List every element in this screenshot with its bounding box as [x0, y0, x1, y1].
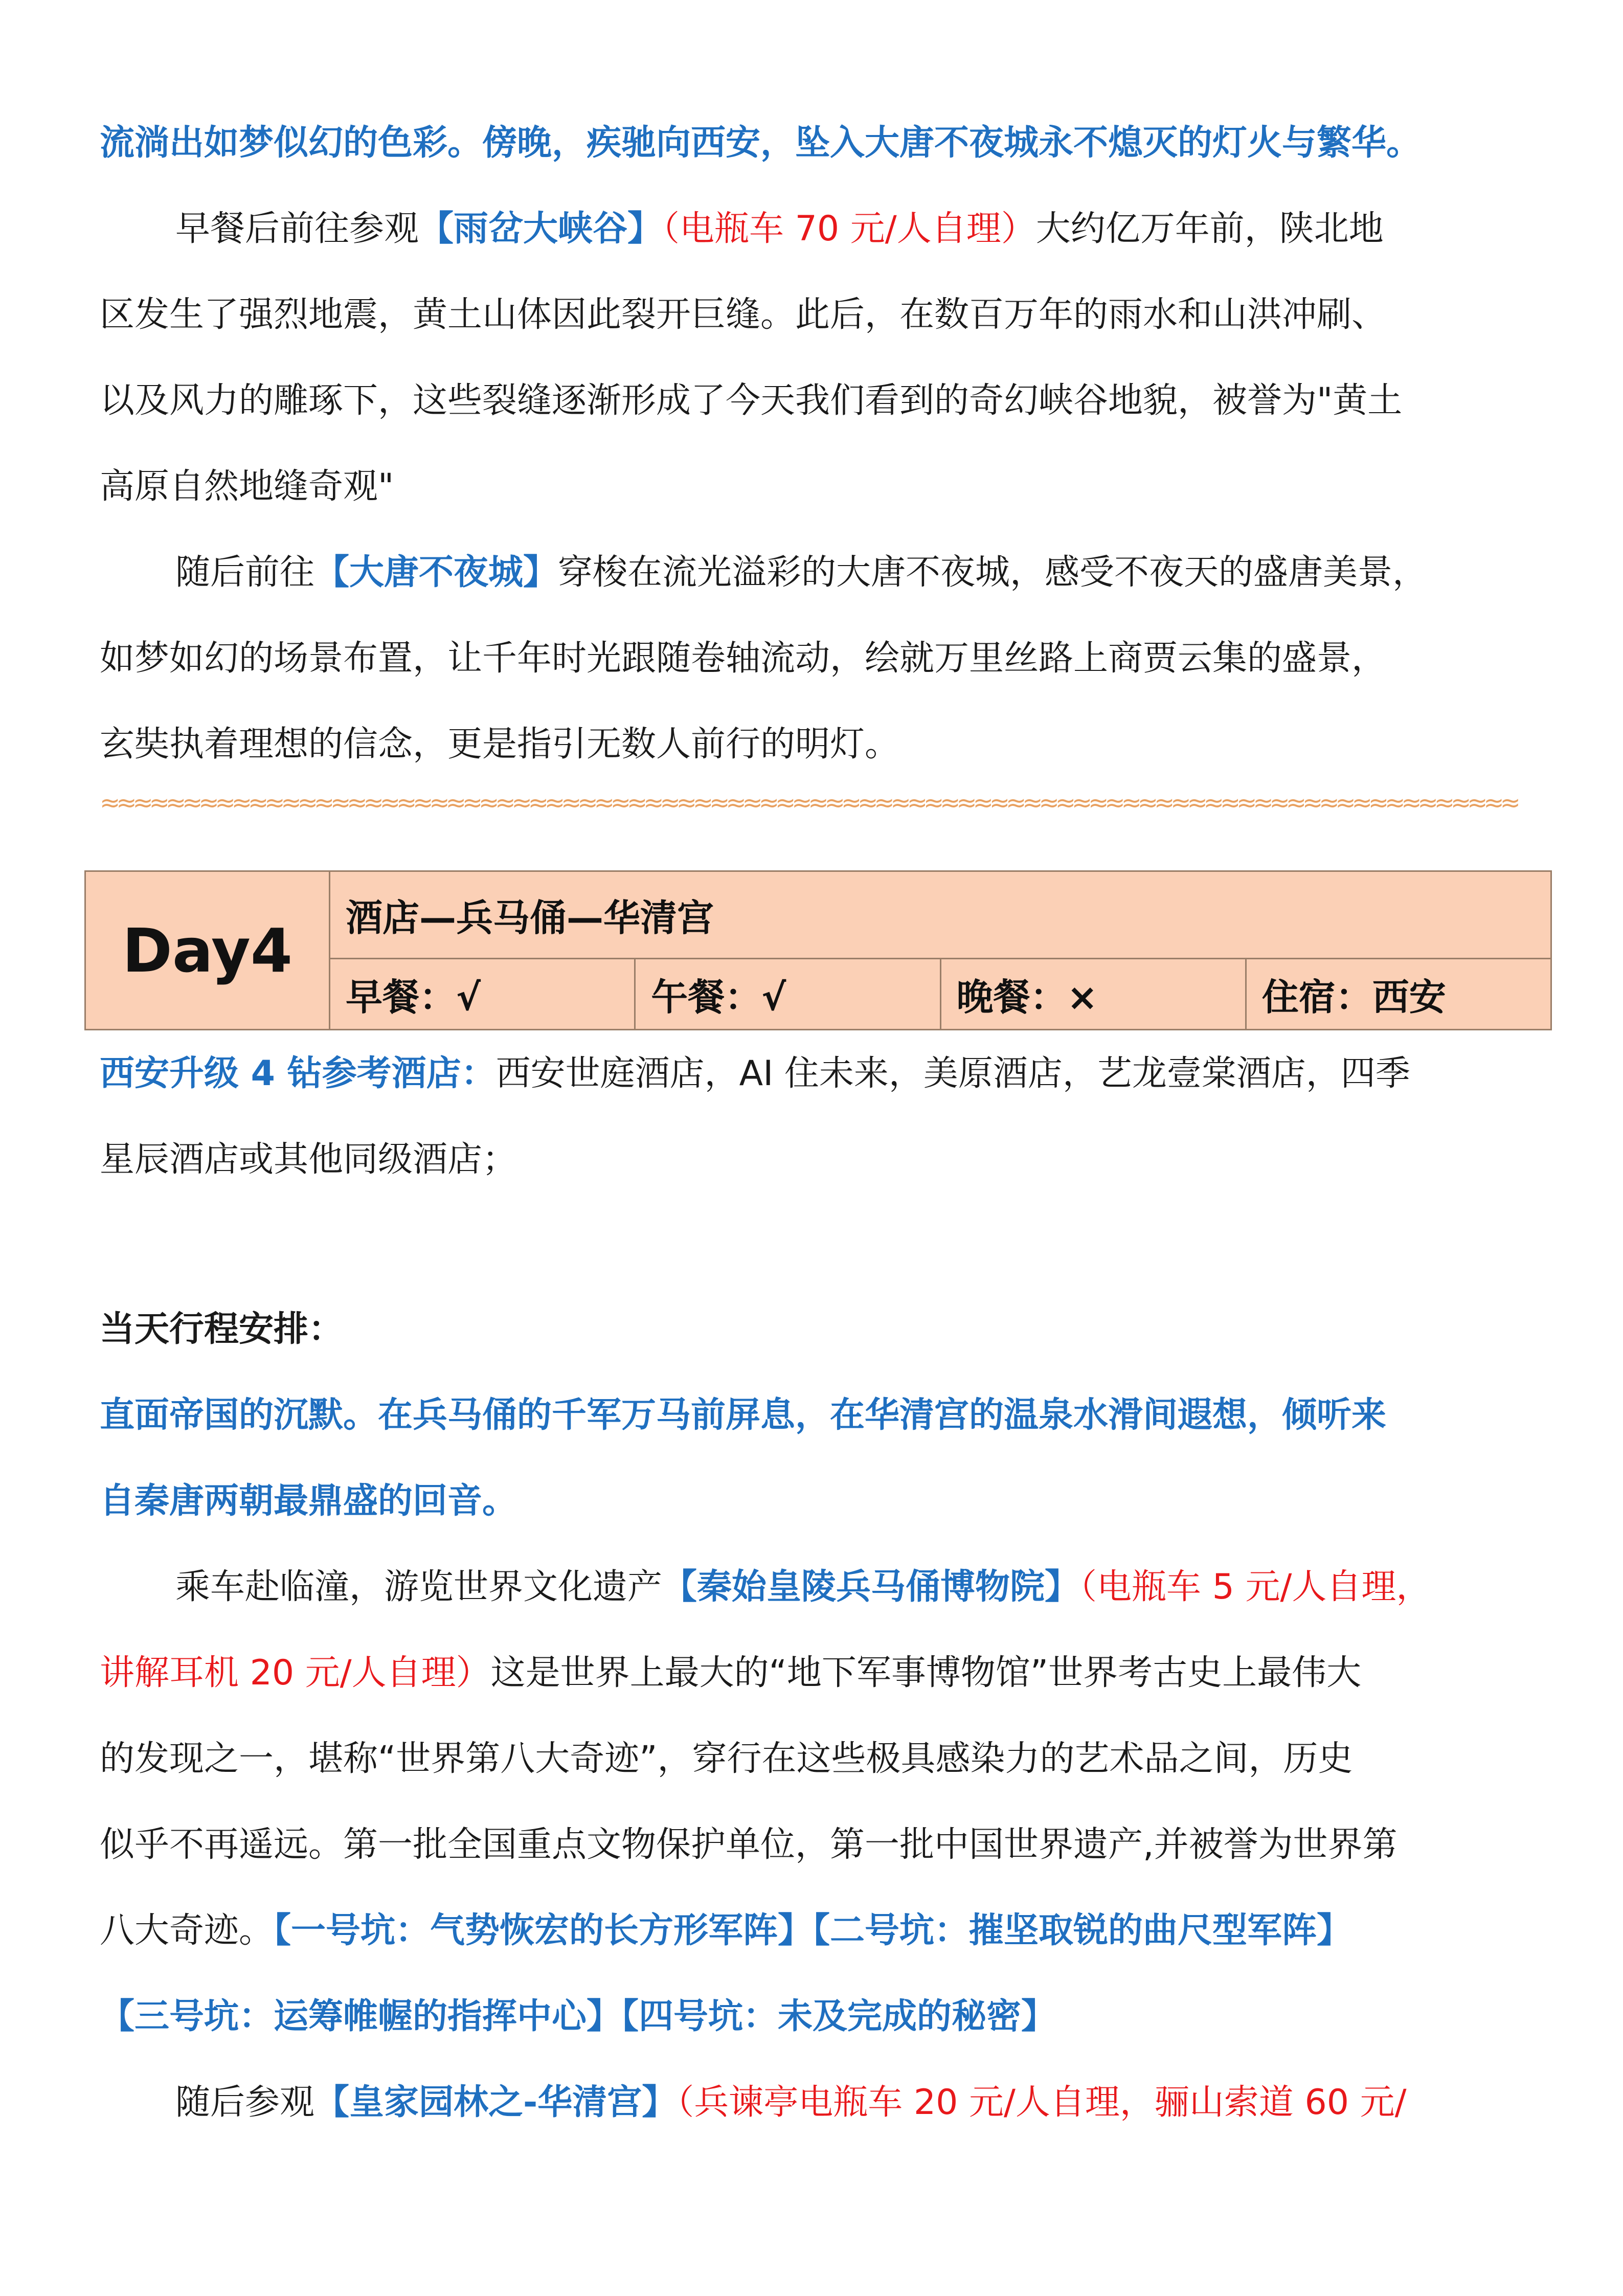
hotel-section	[100, 1031, 1537, 1203]
hqg-name: 【皇家园林之-华清宫】	[314, 2082, 677, 2123]
schedule-section	[100, 1287, 1537, 1544]
datang-post: 穿梭在流光溢彩的大唐不夜城，感受不夜天的盛唐美景，	[558, 552, 1428, 593]
bmy-pre: 乘车赴临潼，游览世界文化遗产	[175, 1567, 663, 1607]
schedule-slogan-2: 自秦唐两朝最鼎盛的回音。	[100, 1481, 517, 1521]
pit-2: 【二号坑：摧坚取锐的曲尺型军阵】	[813, 1910, 1352, 1951]
bmy-fee-1: （电瓶车 5 元/人自理，	[1079, 1567, 1431, 1607]
day-route: 酒店—兵马俑—华清宫	[330, 871, 1551, 959]
yudai-line-3: 以及风力的雕琢下，这些裂缝逐渐形成了今天我们看到的奇幻峡谷地貌，被誉为"黄土	[100, 380, 1403, 421]
day-label: Day4	[85, 871, 330, 1030]
breakfast-cell: 早餐：√	[330, 959, 635, 1030]
pit-1: 【一号坑：气势恢宏的长方形军阵】	[274, 1910, 813, 1951]
schedule-heading: 当天行程安排：	[100, 1309, 344, 1349]
hotel-line-1	[100, 1031, 1537, 1117]
bmy-pre-5: 八大奇迹。	[100, 1910, 274, 1951]
intro-line: 流淌出如梦似幻的色彩。傍晚，疾驰向西安，坠入大唐不夜城永不熄灭的灯火与繁华。	[100, 123, 1422, 163]
bmy-post: 这是世界上最大的“地下军事博物馆”世界考古史上最伟大	[490, 1653, 1362, 1693]
pit-4: 【四号坑：未及完成的秘密】	[621, 1996, 1056, 2037]
datang-pre: 随后前往	[175, 552, 315, 593]
hotel-line-2: 星辰酒店或其他同级酒店；	[100, 1139, 517, 1180]
hotel-list: 西安世庭酒店，AI 住未来，美原酒店，艺龙壹棠酒店，四季	[495, 1053, 1410, 1094]
datang-section	[100, 530, 1537, 787]
dinner-cell: 晚餐：×	[940, 959, 1246, 1030]
yudai-post: 大约亿万年前，陕北地	[1035, 209, 1384, 249]
datang-line-3: 玄奘执着理想的信念，更是指引无数人前行的明灯。	[100, 724, 900, 764]
yudai-line-2: 区发生了强烈地震，黄土山体因此裂开巨缝。此后，在数百万年的雨水和山洪冲刷、	[100, 295, 1387, 335]
datang-line-1	[100, 530, 1537, 616]
hqg-pre: 随后参观	[175, 2082, 315, 2123]
bmy-fee-2: 讲解耳机 20 元/人自理）	[100, 1653, 491, 1693]
yudai-fee: （电瓶车 70 元/人自理）	[662, 209, 1036, 249]
bmy-line-5	[100, 1888, 1537, 1974]
bmy-line-4: 似乎不再遥远。第一批全国重点文物保护单位，第一批中国世界遗产,并被誉为世界第	[100, 1825, 1397, 1865]
bmy-line-6	[100, 1974, 1537, 2060]
stay-cell: 住宿：西安	[1246, 959, 1551, 1030]
terracotta-section	[100, 1544, 1537, 2060]
yudai-pre: 早餐后前往参观	[175, 209, 419, 249]
bmy-line-1	[100, 1544, 1537, 1630]
yudai-line-4: 高原自然地缝奇观"	[100, 466, 394, 507]
bmy-line-3: 的发现之一，堪称“世界第八大奇迹”，穿行在这些极具感染力的艺术品之间，历史	[100, 1739, 1353, 1779]
yudai-section	[100, 186, 1537, 530]
wave-divider: ≈≈≈≈≈≈≈≈≈≈≈≈≈≈≈≈≈≈≈≈≈≈≈≈≈≈≈≈≈≈≈≈≈≈≈≈≈≈≈≈≈≈≈≈≈≈≈≈≈≈≈≈≈≈≈≈≈≈≈≈≈≈≈≈≈≈≈≈≈≈≈≈≈≈≈≈≈≈≈≈≈≈≈≈≈≈	[100, 789, 1517, 817]
datang-name: 【大唐不夜城】	[314, 552, 558, 593]
hqg-fee: （兵谏亭电瓶车 20 元/人自理，骊山索道 60 元/	[677, 2082, 1407, 2123]
bmy-line-2	[100, 1630, 1537, 1716]
bmy-name: 【秦始皇陵兵马俑博物院】	[662, 1567, 1080, 1607]
hqg-line-1	[100, 2060, 1537, 2146]
pit-3: 【三号坑：运筹帷幄的指挥中心】	[100, 1996, 622, 2037]
intro-section	[100, 100, 1537, 186]
day4-header-table	[84, 870, 1552, 1030]
datang-line-2: 如梦如幻的场景布置，让千年时光跟随卷轴流动，绘就万里丝路上商贾云集的盛景，	[100, 638, 1387, 679]
hotel-label: 西安升级 4 钻参考酒店：	[100, 1053, 496, 1094]
schedule-slogan-1: 直面帝国的沉默。在兵马俑的千军万马前屏息，在华清宫的温泉水滑间遐想，倾听来	[100, 1395, 1387, 1435]
huaqing-section	[100, 2060, 1537, 2146]
yudai-line-1	[100, 186, 1537, 272]
yudai-name: 【雨岔大峡谷】	[419, 209, 663, 249]
lunch-cell: 午餐：√	[635, 959, 940, 1030]
